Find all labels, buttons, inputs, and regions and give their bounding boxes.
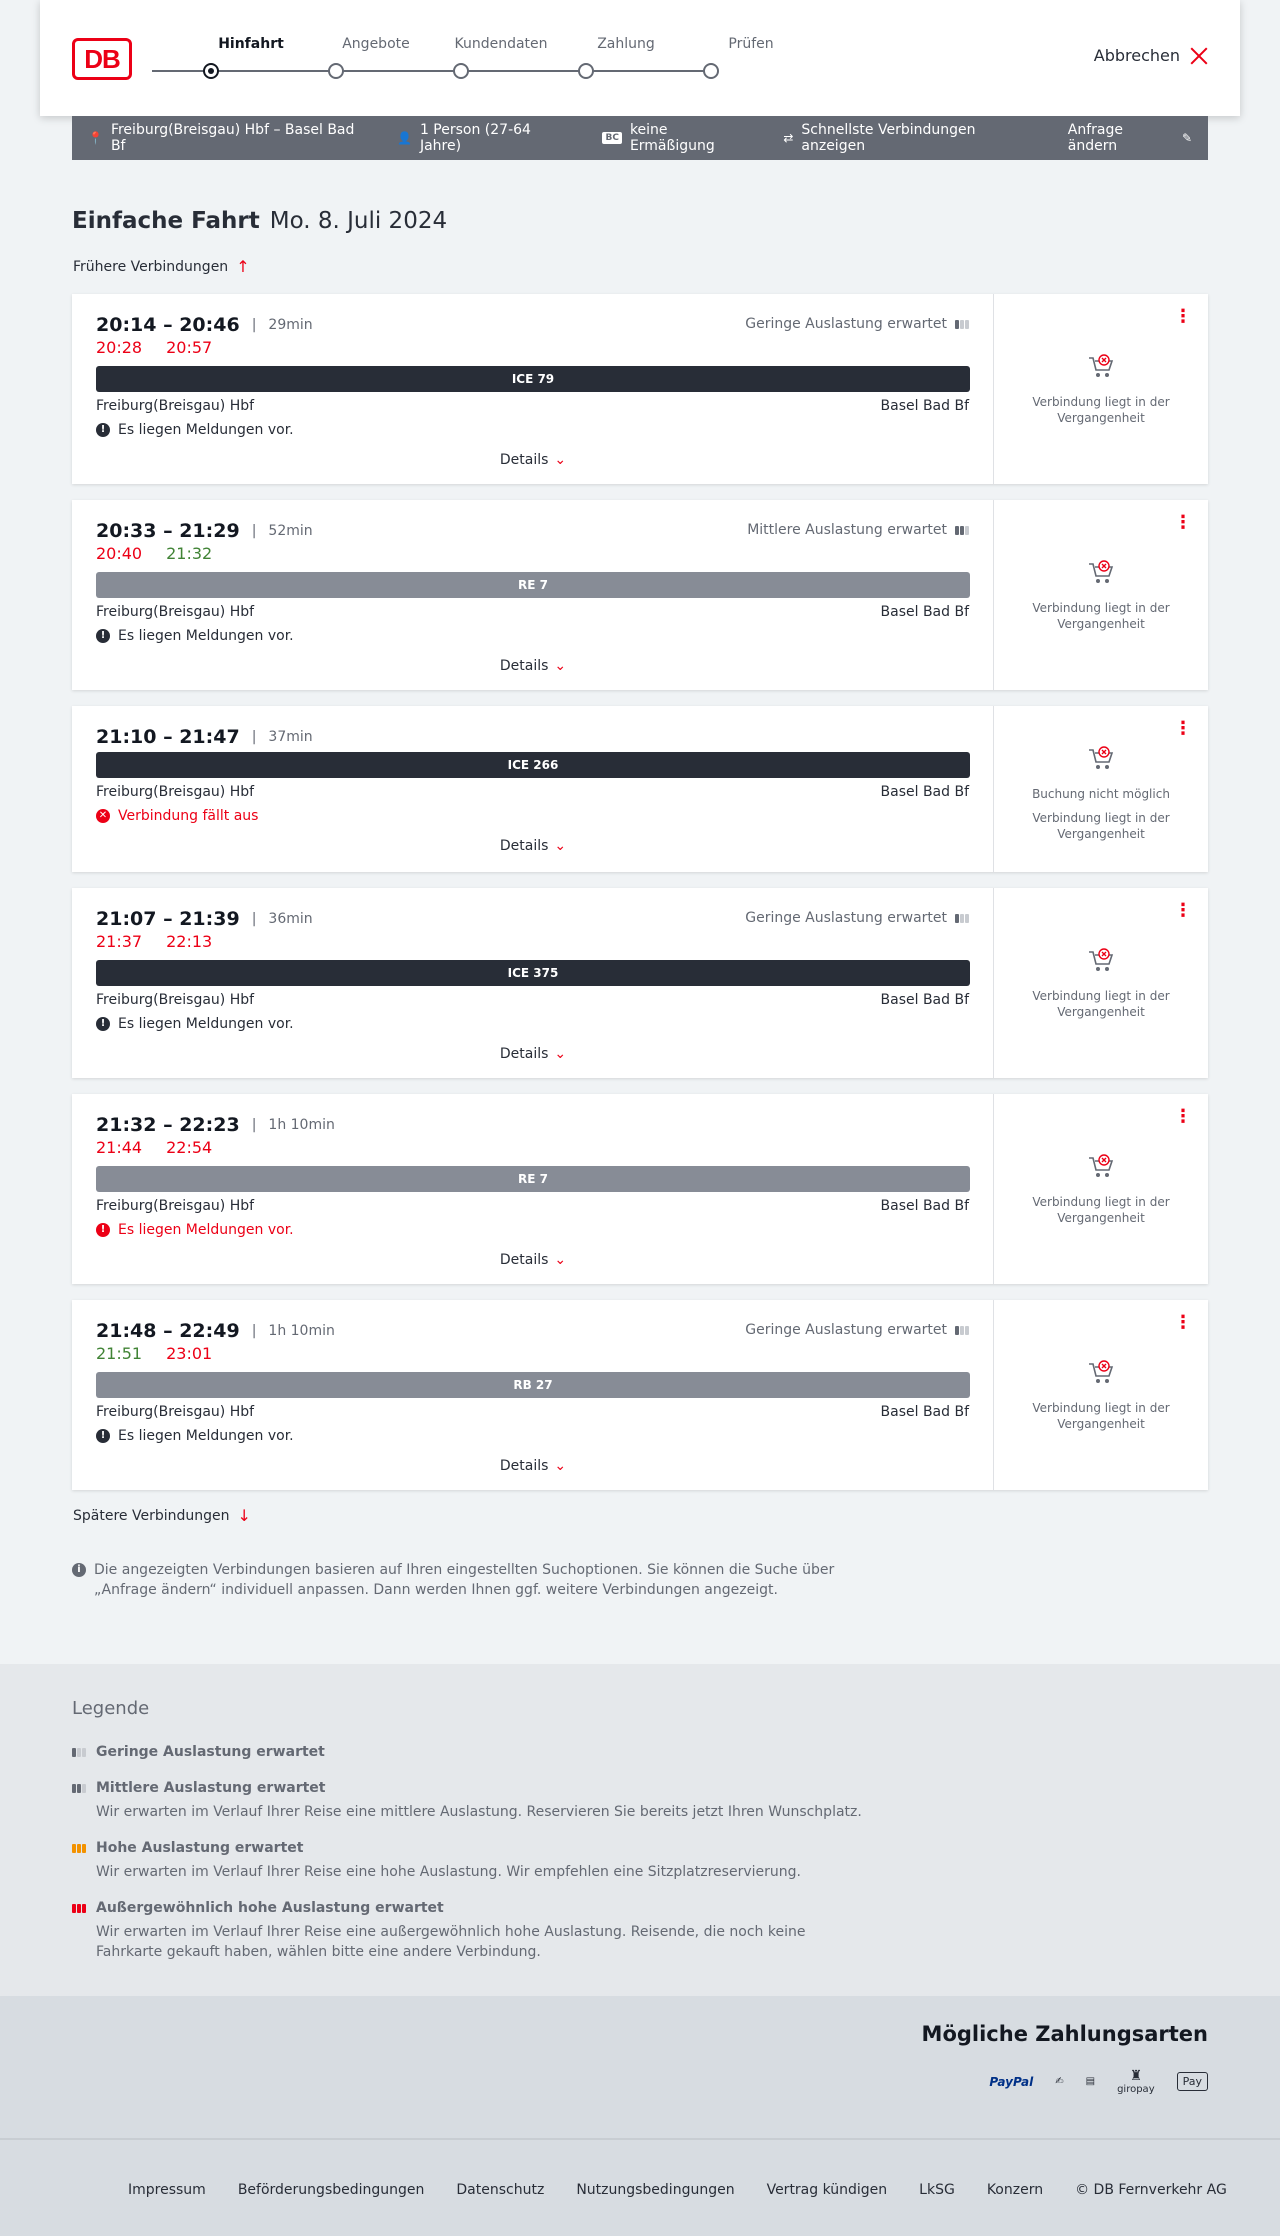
booking-area [994, 1300, 1208, 1490]
route-text: Freiburg(Breisgau) Hbf – Basel Bad Bf [110, 122, 355, 154]
step-kundendaten: Kundendaten [454, 36, 548, 52]
destination-station: Basel Bad Bf [880, 398, 969, 414]
page-title [72, 208, 447, 234]
details-label: Details [499, 1046, 549, 1062]
connection-card[interactable] [72, 706, 1208, 872]
booking-status [1014, 948, 1188, 1020]
legend-section [0, 1664, 1280, 1996]
booking-area [994, 294, 1208, 484]
footer-link-vertrag[interactable]: Vertrag kündigen [766, 2182, 888, 2198]
scheduled-times [96, 1320, 335, 1342]
booking-status-text: Verbindung liegt in der Vergangenheit [1032, 395, 1170, 425]
more-options-icon[interactable]: ⋮ [1174, 718, 1192, 739]
step-dot-hinfahrt [203, 63, 219, 79]
message-text: Verbindung fällt aus [118, 808, 259, 824]
credit-card-icon: ✍ [1055, 2076, 1064, 2087]
booking-area [994, 500, 1208, 690]
separator: | [251, 911, 257, 927]
booking-status-text: Verbindung liegt in der Vergangenheit [1032, 1195, 1170, 1225]
booking-status [1014, 1360, 1188, 1432]
details-toggle[interactable] [72, 1458, 994, 1474]
realtime-arrival: 22:13 [166, 932, 213, 951]
duration: 1h 10min [268, 1117, 335, 1133]
payment-section [0, 1996, 1280, 2138]
giropay-label: giropay [1117, 2084, 1155, 2095]
booking-status-text: Verbindung liegt in der Vergangenheit [1032, 811, 1170, 841]
step-dot-zahlung [578, 63, 594, 79]
cart-unavailable-icon [1087, 354, 1115, 380]
more-options-icon[interactable]: ⋮ [1174, 512, 1192, 533]
message-text: Es liegen Meldungen vor. [118, 422, 294, 438]
destination-station: Basel Bad Bf [880, 784, 969, 800]
separator: | [251, 317, 257, 333]
load-indicator [745, 316, 969, 332]
load-text: Geringe Auslastung erwartet [745, 1322, 947, 1338]
duration: 29min [268, 317, 313, 333]
connection-message [96, 422, 294, 438]
load-text: Geringe Auslastung erwartet [745, 910, 947, 926]
more-options-icon[interactable]: ⋮ [1174, 1312, 1192, 1333]
giropay-symbol-icon: ♜ [1129, 2068, 1143, 2084]
legend-item-medium [72, 1780, 872, 1822]
alert-icon: ! [96, 1429, 110, 1443]
realtime-departure: 20:28 [96, 338, 143, 357]
footer-copyright: © DB Fernverkehr AG [1075, 2182, 1227, 2198]
trip-date: Mo. 8. Juli 2024 [269, 208, 448, 234]
search-summary-bar [72, 116, 1208, 160]
change-request-button[interactable] [1068, 122, 1192, 154]
payment-logos [989, 2068, 1208, 2095]
separator: | [251, 1117, 257, 1133]
connection-card[interactable] [72, 500, 1208, 690]
step-dot-pruefen [703, 63, 719, 79]
giropay-logo [1117, 2068, 1155, 2095]
footer-link-datenschutz[interactable]: Datenschutz [456, 2182, 545, 2198]
later-connections-link[interactable] [73, 1506, 251, 1525]
later-label: Spätere Verbindungen [73, 1507, 230, 1524]
legend-item-title: Mittlere Auslastung erwartet [96, 1780, 326, 1796]
details-label: Details [499, 452, 549, 468]
sepa-icon: ▤ [1085, 2076, 1096, 2087]
scheduled-times [96, 726, 313, 748]
duration: 52min [268, 523, 313, 539]
chevron-down-icon: ⌄ [554, 1252, 567, 1268]
details-label: Details [499, 658, 549, 674]
separator: | [251, 523, 257, 539]
scheduled-times [96, 520, 313, 542]
realtime-times [96, 932, 212, 951]
time-range: 20:33 – 21:29 [96, 520, 240, 542]
details-label: Details [499, 1252, 549, 1268]
db-logo[interactable]: DB [72, 38, 132, 80]
connection-card[interactable] [72, 888, 1208, 1078]
destination-station: Basel Bad Bf [880, 604, 969, 620]
connection-card[interactable] [72, 1094, 1208, 1284]
details-toggle[interactable] [72, 1046, 994, 1062]
cart-unavailable-icon [1087, 1360, 1115, 1386]
swap-arrows-icon: ⇄ [783, 131, 794, 145]
scheduled-times [96, 1114, 335, 1136]
details-toggle[interactable] [72, 452, 994, 468]
earlier-label: Frühere Verbindungen [73, 258, 229, 275]
message-text: Es liegen Meldungen vor. [118, 628, 294, 644]
discount-summary [602, 122, 753, 154]
load-indicator [745, 1322, 969, 1338]
footer-links [128, 2182, 1227, 2198]
legend-item-title: Geringe Auslastung erwartet [96, 1744, 325, 1760]
payment-title: Mögliche Zahlungsarten [921, 2022, 1208, 2046]
booking-status-text: Verbindung liegt in der Vergangenheit [1032, 601, 1170, 631]
legend-item-extreme [72, 1900, 872, 1962]
alert-icon: ! [96, 423, 110, 437]
cart-unavailable-icon [1087, 948, 1115, 974]
load-text: Mittlere Auslastung erwartet [747, 522, 947, 538]
location-pin-icon: 📍 [88, 131, 103, 145]
message-text: Es liegen Meldungen vor. [118, 1428, 294, 1444]
origin-station: Freiburg(Breisgau) Hbf [96, 604, 255, 620]
cart-unavailable-icon [1087, 560, 1115, 586]
cart-unavailable-icon [1087, 1154, 1115, 1180]
cancel-label: Abbrechen [1093, 46, 1180, 65]
arrow-up-icon: ↑ [236, 257, 250, 276]
train-bar[interactable]: RE 7 [96, 1166, 970, 1192]
separator: | [251, 1323, 257, 1339]
change-request-label: Anfrage ändern [1067, 122, 1123, 154]
details-toggle[interactable] [72, 1252, 994, 1268]
duration: 37min [268, 729, 313, 745]
alert-icon: ! [96, 1223, 110, 1237]
connection-details-area [72, 706, 994, 872]
low-load-icon [72, 1748, 88, 1757]
train-bar[interactable]: ICE 79 [96, 366, 970, 392]
time-range: 20:14 – 20:46 [96, 314, 240, 336]
footer [0, 2138, 1280, 2236]
cancelled-icon: ✕ [96, 809, 110, 823]
load-level-icon [955, 1326, 969, 1335]
fastest-text: Schnellste Verbindungen anzeigen [801, 122, 976, 154]
realtime-departure: 21:37 [96, 932, 143, 951]
connection-card[interactable] [72, 294, 1208, 484]
train-bar[interactable]: RE 7 [96, 572, 970, 598]
extreme-load-icon [72, 1904, 88, 1913]
apple-pay-label: Pay [1182, 2075, 1202, 2088]
realtime-departure: 21:44 [96, 1138, 143, 1157]
booking-area [994, 888, 1208, 1078]
legend-item-low [72, 1744, 872, 1760]
traveller-text: 1 Person (27-64 Jahre) [419, 122, 531, 154]
realtime-times [96, 1344, 212, 1363]
alert-icon: ! [96, 1017, 110, 1031]
legend-item-high [72, 1840, 872, 1882]
details-toggle[interactable] [72, 838, 994, 854]
pencil-icon: ✎ [1181, 131, 1192, 145]
destination-station: Basel Bad Bf [880, 1198, 969, 1214]
destination-station: Basel Bad Bf [880, 992, 969, 1008]
booking-status-text: Verbindung liegt in der Vergangenheit [1032, 1401, 1170, 1431]
chevron-down-icon: ⌄ [554, 658, 567, 674]
step-dots [152, 36, 712, 86]
realtime-arrival: 22:54 [166, 1138, 213, 1157]
train-bar[interactable]: ICE 266 [96, 752, 970, 778]
discount-text: keine Ermäßigung [629, 122, 715, 154]
trip-type: Einfache Fahrt [72, 208, 260, 234]
realtime-times [96, 544, 212, 563]
connection-card[interactable] [72, 1300, 1208, 1490]
fastest-summary [783, 122, 1037, 154]
origin-station: Freiburg(Breisgau) Hbf [96, 398, 255, 414]
booking-area [994, 706, 1208, 872]
footer-link-konzern[interactable]: Konzern [986, 2182, 1044, 2198]
info-icon: i [72, 1563, 86, 1577]
connection-message [96, 1428, 294, 1444]
time-range: 21:32 – 22:23 [96, 1114, 240, 1136]
details-label: Details [499, 1458, 549, 1474]
more-options-icon[interactable]: ⋮ [1174, 1106, 1192, 1127]
chevron-down-icon: ⌄ [554, 452, 567, 468]
connection-details-area [72, 294, 994, 484]
step-dot-kundendaten [453, 63, 469, 79]
traveller-summary [397, 122, 572, 154]
cancel-button[interactable] [1094, 46, 1208, 65]
legend-item-desc: Wir erwarten im Verlauf Ihrer Reise eine hohe Auslastung. Wir empfehlen eine Sitzplatzreservierung. [96, 1864, 801, 1880]
destination-station: Basel Bad Bf [880, 1404, 969, 1420]
load-level-icon [955, 320, 969, 329]
route-summary [88, 122, 367, 154]
connection-message [96, 628, 294, 644]
realtime-departure: 20:40 [96, 544, 143, 563]
origin-station: Freiburg(Breisgau) Hbf [96, 784, 255, 800]
connection-details-area [72, 500, 994, 690]
realtime-times [96, 1138, 212, 1157]
connection-details-area [72, 1094, 994, 1284]
scheduled-times [96, 908, 313, 930]
info-note [72, 1560, 852, 1600]
legend-item-desc: Wir erwarten im Verlauf Ihrer Reise eine mittlere Auslastung. Reservieren Sie bereits jetzt Ihren Wunschplatz. [96, 1804, 862, 1820]
separator: | [251, 729, 257, 745]
close-icon [1190, 47, 1208, 65]
more-options-icon[interactable]: ⋮ [1174, 306, 1192, 327]
origin-station: Freiburg(Breisgau) Hbf [96, 992, 255, 1008]
booking-status [1014, 746, 1188, 842]
arrow-down-icon: ↓ [237, 1506, 251, 1525]
connection-details-area [72, 888, 994, 1078]
chevron-down-icon: ⌄ [554, 838, 567, 854]
footer-link-lksg[interactable]: LkSG [919, 2182, 955, 2198]
realtime-arrival: 20:57 [166, 338, 213, 357]
message-text: Es liegen Meldungen vor. [118, 1222, 294, 1238]
medium-load-icon [72, 1784, 88, 1793]
message-text: Es liegen Meldungen vor. [118, 1016, 294, 1032]
cart-unavailable-icon [1087, 746, 1115, 772]
connection-message [96, 1222, 294, 1238]
footer-link-impressum[interactable]: Impressum [128, 2182, 206, 2198]
more-options-icon[interactable]: ⋮ [1174, 900, 1192, 921]
legend-item-title: Außergewöhnlich hohe Auslastung erwartet [96, 1900, 444, 1916]
realtime-arrival: 21:32 [166, 544, 213, 563]
booking-area [994, 1094, 1208, 1284]
booking-status [1014, 1154, 1188, 1226]
duration: 36min [268, 911, 313, 927]
details-label: Details [499, 838, 549, 854]
load-indicator [745, 910, 969, 926]
details-toggle[interactable] [72, 658, 994, 674]
step-zahlung: Zahlung [597, 36, 655, 52]
legend-item-desc: Wir erwarten im Verlauf Ihrer Reise eine außergewöhnlich hohe Auslastung. Reisende, die noch keine Fahrkarte gekauft haben, wählen bitte eine andere Verbindung. [96, 1924, 806, 1960]
time-range: 21:10 – 21:47 [96, 726, 240, 748]
connection-details-area [72, 1300, 994, 1490]
footer-link-nutzung[interactable]: Nutzungsbedingungen [576, 2182, 735, 2198]
origin-station: Freiburg(Breisgau) Hbf [96, 1198, 255, 1214]
step-hinfahrt: Hinfahrt [218, 36, 284, 52]
high-load-icon [72, 1844, 88, 1853]
chevron-down-icon: ⌄ [554, 1046, 567, 1062]
legend-title: Legende [72, 1698, 150, 1719]
alert-icon: ! [96, 629, 110, 643]
time-range: 21:48 – 22:49 [96, 1320, 240, 1342]
step-pruefen: Prüfen [728, 36, 774, 52]
load-indicator [747, 522, 969, 538]
load-level-icon [955, 914, 969, 923]
footer-link-befoerderung[interactable]: Beförderungsbedingungen [237, 2182, 425, 2198]
connection-message [96, 808, 258, 824]
booking-status [1014, 354, 1188, 426]
realtime-arrival: 23:01 [166, 1344, 213, 1363]
booking-status-text: Verbindung liegt in der Vergangenheit [1032, 989, 1170, 1019]
realtime-times [96, 338, 212, 357]
load-level-icon [955, 526, 969, 535]
bahncard-icon: BC [602, 132, 621, 144]
paypal-logo: PayPal [989, 2074, 1034, 2089]
earlier-connections-link[interactable] [73, 257, 250, 276]
load-text: Geringe Auslastung erwartet [745, 316, 947, 332]
apple-pay-logo [1177, 2072, 1208, 2091]
train-bar[interactable]: RB 27 [96, 1372, 970, 1398]
person-icon: 👤 [396, 131, 412, 145]
booking-status [1014, 560, 1188, 632]
scheduled-times [96, 314, 313, 336]
info-text: Die angezeigten Verbindungen basieren auf Ihren eingestellten Suchoptionen. Sie können die Suche über „Anfrage ändern“ individuell anpassen. Dann werden Ihnen ggf. weitere Verbindungen angezeigt. [94, 1562, 835, 1598]
train-bar[interactable]: ICE 375 [96, 960, 970, 986]
duration: 1h 10min [268, 1323, 335, 1339]
step-angebote: Angebote [342, 36, 410, 52]
origin-station: Freiburg(Breisgau) Hbf [96, 1404, 255, 1420]
time-range: 21:07 – 21:39 [96, 908, 240, 930]
chevron-down-icon: ⌄ [554, 1458, 567, 1474]
connection-message [96, 1016, 294, 1032]
legend-item-title: Hohe Auslastung erwartet [96, 1840, 304, 1856]
step-dot-angebote [328, 63, 344, 79]
booking-status-text: Buchung nicht möglich [1032, 787, 1170, 801]
realtime-departure: 21:51 [96, 1344, 143, 1363]
